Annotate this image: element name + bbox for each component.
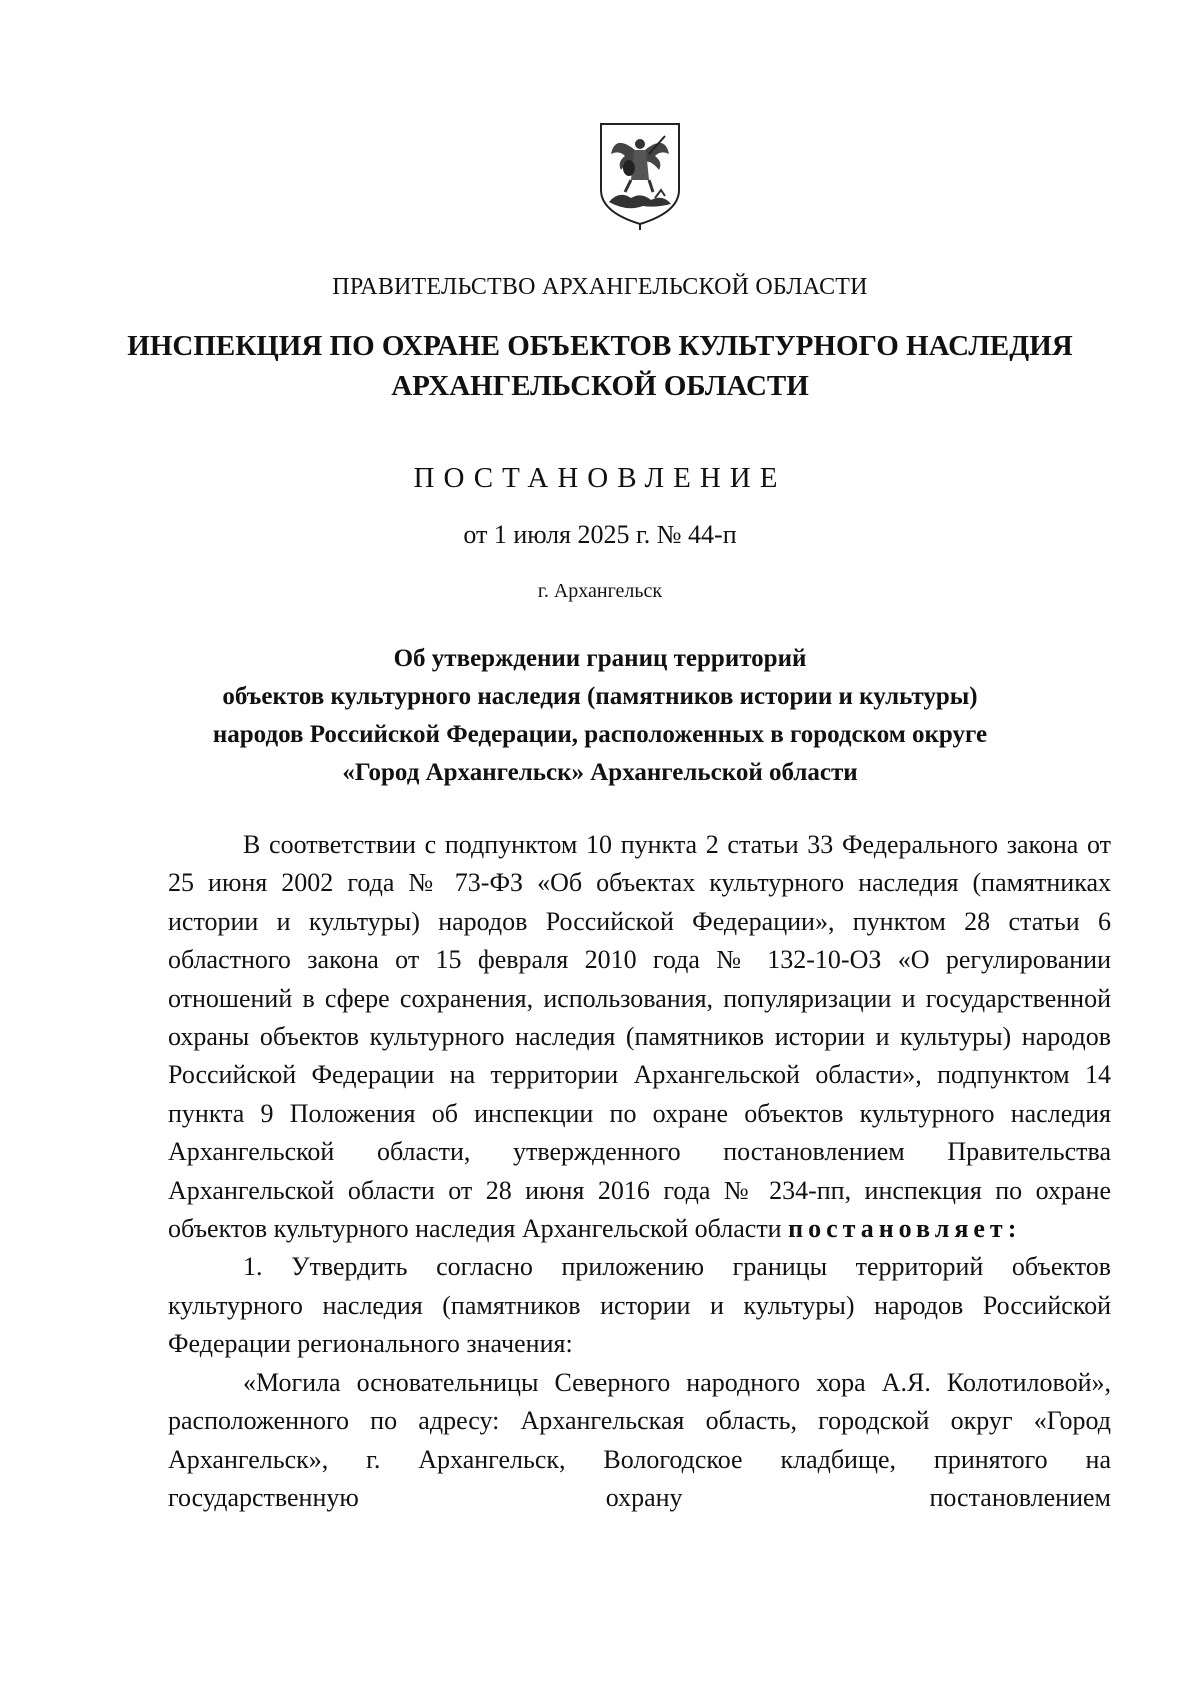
city-name: г. Архангельск	[537, 580, 663, 602]
agency-name	[0, 326, 1200, 406]
item-1-object-paragraph: «Могила основательницы Северного народного хора А.Я. Колотиловой», расположенного по адресу: Архангельская область, городской округ «Город Архангельск», г. Архангельск, Вологодское кладбище, принятого на государственную охрану постановлением	[168, 1367, 1111, 1512]
agency-name-line2: АРХАНГЕЛЬСКОЙ ОБЛАСТИ	[391, 370, 809, 402]
preamble-paragraph	[168, 826, 1111, 1248]
title-line4: «Город Архангельск» Архангельской области	[342, 759, 858, 786]
resolves-keyword: постановляет:	[788, 1214, 1022, 1244]
government-name: ПРАВИТЕЛЬСТВО АРХАНГЕЛЬСКОЙ ОБЛАСТИ	[332, 274, 868, 300]
document-body	[168, 826, 1111, 1517]
date-and-number: от 1 июля 2025 г. № 44-п	[463, 520, 737, 549]
preamble-text: В соответствии с подпунктом 10 пункта 2 статьи 33 Федерального закона от 25 июня 2002 года № 73-ФЗ «Об объектах культурного наследия (памятниках истории и культуры) народов Российской Федерации», пунктом 28 статьи 6 областного закона от 15 февраля 2010 года № 132-10-ОЗ «О регулировании отношений в сфере сохранения, использования, популяризации и государственной охраны объектов культурного наследия (памятников истории и культуры) народов Российской Федерации на территории Архангельской области», подпунктом 14 пункта 9 Положения об инспекции по охране объектов культурного наследия Архангельской области, утвержденного постановлением Правительства Архангельской области от 28 июня 2016 года № 234-пп, инспекция по охране объектов культурного наследия Архангельской области	[168, 830, 1111, 1244]
title-line2: объектов культурного наследия (памятников истории и культуры)	[222, 683, 978, 710]
agency-name-line1: ИНСПЕКЦИЯ ПО ОХРАНЕ ОБЪЕКТОВ КУЛЬТУРНОГО НАСЛЕДИЯ	[127, 330, 1073, 362]
title-line1: Об утверждении границ территорий	[393, 645, 807, 672]
arkhangelsk-coat-of-arms-icon	[595, 120, 685, 232]
document-type: ПОСТАНОВЛЕНИЕ	[413, 462, 787, 494]
title-line3: народов Российской Федерации, расположенных в городском округе	[212, 721, 988, 748]
item-1-paragraph: 1. Утвердить согласно приложению границы территорий объектов культурного наследия (памятников истории и культуры) народов Российской Федерации регионального значения:	[168, 1252, 1111, 1359]
document-title	[0, 640, 1200, 792]
